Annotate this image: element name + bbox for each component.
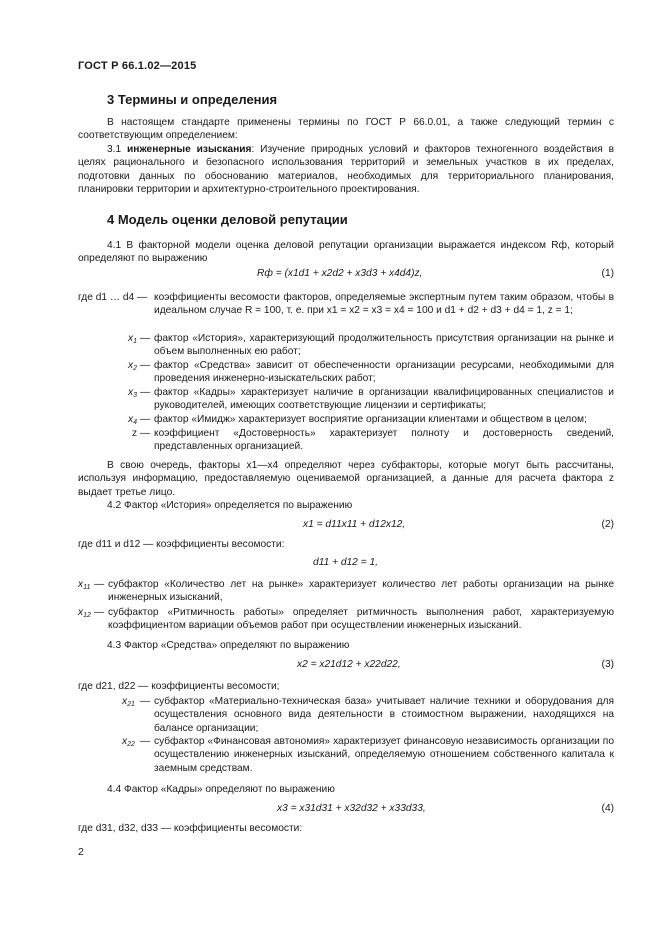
equation-1: Rф = (x1d1 + x2d2 + x3d3 + x4d4)z, — [257, 268, 423, 279]
paragraph-4-2: 4.2 Фактор «История» определяется по выражению — [107, 500, 353, 511]
factor-x4-def: $x_4$ — фактор «Имидж» характеризует восприятие организации клиентами и обществом в целом; — [78, 413, 614, 427]
factor-x4-text: фактор «Имидж» характеризует восприятие организации клиентами и обществом в целом; — [154, 414, 587, 425]
paragraph-4-4: 4.4 Фактор «Кадры» определяют по выражению — [107, 784, 335, 795]
section-4-title: 4 Модель оценки деловой репутации — [107, 212, 348, 227]
subfactor-x12-text: субфактор «Ритмичность работы» определяет ритмичность выполнения работ, характеризуемую коэффициентом вариации объемов работ при осуществлении инженерных изысканий. — [108, 607, 614, 632]
factor-x2-def: $x_2$ — фактор «Средства» зависит от обеспеченности организации ресурсами, необходимыми для проведения инженерно-изыскательских работ; — [128, 360, 614, 385]
subfactor-x12-def: $x_{12}$ — субфактор «Ритмичность работы» определяет ритмичность выполнения работ, характеризуемую коэффициентом вариации объемов работ при осуществлении инженерных изысканий. — [78, 607, 614, 632]
document-header: ГОСТ Р 66.1.02—2015 — [78, 60, 197, 72]
equation-4-number: (4) — [601, 803, 614, 814]
where-1-lead: где d1 … d4 — — [78, 292, 148, 303]
page-number: 2 — [78, 846, 84, 858]
equation-2: x1 = d11x11 + d12x12, — [303, 519, 406, 530]
factor-x1-text: фактор «История», характеризующий продолжительность присутствия организации на рынке и объем выполненных ею работ; — [154, 333, 614, 358]
where-3: где d21, d22 — коэффициенты весомости; — [78, 681, 280, 692]
subfactor-x11-def: $x_{11}$ — субфактор «Количество лет на рынке» характеризует количество лет работы организации на рынке инженерных изысканий, — [78, 579, 614, 604]
term-definition — [78, 143, 614, 197]
equation-3-number: (3) — [601, 659, 614, 670]
where-2: где d11 и d12 — коэффициенты весомости: — [78, 539, 285, 550]
term-text: : Изучение природных условий и факторов техногенного воздействия в целях рационального и безопасного использования территорий и земельных участков в их пределах, подготовки данных по обоснованию материалов, необходимых для территориального планирования, планировки территории и архитектурно-строительного проектирования. — [78, 144, 614, 196]
coefficient-z-text: коэффициент «Достоверность» характеризует полноту и достоверность сведений, представленных организацией. — [154, 428, 614, 453]
subfactor-x21-text: субфактор «Материально-техническая база» учитывает наличие техники и оборудования для осуществления основного вида деятельности в стоимостном выражении, находящихся на балансе организации; — [154, 696, 614, 734]
subfactors-paragraph: В свою очередь, факторы x1—x4 определяют через субфакторы, которые могут быть рассчитаны, используя информацию, предоставляемую оцениваемой организацией, а данные для расчета фактора z выдает третье лицо. — [78, 460, 614, 498]
subfactor-x11-text: субфактор «Количество лет на рынке» характеризует количество лет работы организации на рынке инженерных изысканий, — [108, 579, 614, 604]
equation-2b: d11 + d12 = 1, — [313, 557, 378, 568]
where-4: где d31, d32, d33 — коэффициенты весомости: — [78, 823, 303, 834]
paragraph-4-1 — [78, 239, 614, 266]
paragraph-4-1-text: 4.1 В факторной модели оценка деловой репутации организации выражается индексом Rф, который определяют по выражению — [78, 240, 614, 265]
factor-x3-text: фактор «Кадры» характеризует наличие в организации квалифицированных специалистов и руководителей, имеющих соответствующие лицензии и сертификаты; — [154, 387, 614, 412]
subfactor-x22-text: субфактор «Финансовая автономия» характеризует финансовую независимость организации по осуществлению инженерных изысканий, определяемую отношением собственного капитала к заемным средствам. — [154, 736, 614, 774]
equation-1-number: (1) — [601, 268, 614, 279]
where-1-definition: коэффициенты весомости факторов, определяемые экспертным путем таким образом, чтобы в идеальном случае R = 100, т. е. при x1 = x2 = x3 = x4 = 100 и d1 + d2 + d3 + d4 = 1, z = 1; — [154, 292, 614, 317]
equation-4: x3 = x31d31 + x32d32 + x33d33, — [277, 803, 426, 814]
subfactor-x21-def: $x_{21}$ — субфактор «Материально-техническая база» учитывает наличие техники и оборудования для осуществления основного вида деятельности в стоимостном выражении, находящихся на балансе организации; — [122, 696, 614, 734]
paragraph-4-3: 4.3 Фактор «Средства» определяют по выражению — [107, 640, 350, 651]
equation-2-number: (2) — [601, 519, 614, 530]
term-name: инженерные изыскания — [127, 144, 252, 155]
factor-x3-def: $x_3$ — фактор «Кадры» характеризует наличие в организации квалифицированных специалистов и руководителей, имеющих соответствующие лицензии и сертификаты; — [128, 387, 614, 412]
where-block-1 — [78, 291, 614, 333]
section-3-intro: В настоящем стандарте применены термины по ГОСТ Р 66.0.01, а также следующий термин с соответствующим определением: — [78, 117, 614, 142]
section-3-title: 3 Термины и определения — [107, 92, 278, 107]
factor-x1-def: $x_1$ — фактор «История», характеризующий продолжительность присутствия организации на рынке и объем выполненных ею работ; — [128, 333, 614, 358]
factor-x2-text: фактор «Средства» зависит от обеспеченности организации ресурсами, необходимыми для проведения инженерно-изыскательских работ; — [154, 360, 614, 385]
term-number: 3.1 — [107, 144, 122, 155]
equation-3: x2 = x21d12 + x22d22, — [297, 659, 401, 670]
subfactor-x22-def: $x_{22}$ — субфактор «Финансовая автономия» характеризует финансовую независимость организации по осуществлению инженерных изысканий, определяемую отношением собственного капитала к заемным средствам. — [122, 736, 614, 774]
coefficient-z-def: z — коэффициент «Достоверность» характеризует полноту и достоверность сведений, представленных организацией. — [132, 428, 614, 453]
